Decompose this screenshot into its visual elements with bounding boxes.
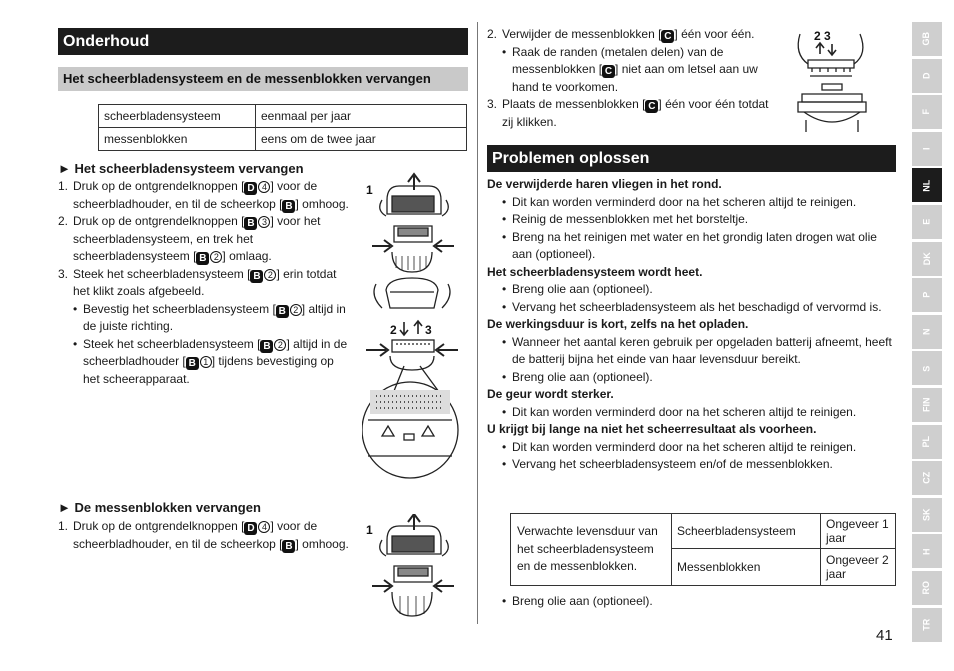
bullet-text: ] altijd in de juiste richting. (83, 301, 346, 333)
step-text: ] omlaag. (222, 249, 272, 263)
table-cell: Verwachte levensduur van het scheerbladensysteem en de messenblokken. (511, 514, 672, 586)
replacement-interval-table (98, 104, 467, 151)
blade-steps-continued (487, 26, 787, 131)
step-text: ] omhoog. (295, 196, 349, 211)
language-tab-cz[interactable] (912, 461, 942, 495)
circled-number: 2 (264, 269, 276, 281)
step-number: 1. (58, 179, 69, 193)
bullet: • (73, 301, 78, 316)
subsection-title-replace: Het scheerbladensysteem en de messenblokken vervangen (58, 67, 468, 91)
language-tab-s[interactable] (912, 351, 942, 385)
list-item (487, 229, 899, 264)
language-tab-label: H (921, 548, 932, 555)
language-tab-d[interactable] (912, 59, 942, 93)
step-text: Druk op de ontgrendelknoppen [ (73, 214, 245, 228)
bullet-text: Wanneer het aantal keren gebruik per opgeladen batterij afneemt, heeft de batterij bijna het einde van haar levensduur bereikt. (512, 334, 892, 366)
step-text: ] voor de scheerbladhouder, en til de scheerkop [ (73, 179, 318, 211)
list-item (58, 213, 350, 266)
problem-title: U krijgt bij lange na niet het scheerresultaat als voorheen. (487, 422, 817, 436)
figure-label: 3 (425, 323, 432, 337)
language-tab-fin[interactable] (912, 388, 942, 422)
label-badge: B (250, 270, 263, 283)
bullet: • (502, 44, 507, 59)
language-tab-label: I (921, 147, 932, 151)
list-item (487, 456, 899, 474)
bullet: • (502, 282, 507, 296)
step-text: ] voor de scheerbladhouder, en til de scheerkop [ (73, 519, 318, 551)
language-tab-f[interactable] (912, 95, 942, 129)
language-tab-e[interactable] (912, 205, 942, 239)
list-item (58, 178, 350, 213)
list-item (58, 518, 350, 553)
language-tab-pl[interactable] (912, 425, 942, 459)
label-badge: D (244, 522, 257, 535)
list-item (58, 301, 350, 336)
language-tab-label: E (921, 218, 932, 226)
table-row (99, 105, 467, 128)
bullet-text: Breng olie aan (optioneel). (512, 594, 653, 608)
blade-replacement-illustration (362, 514, 462, 622)
bullet-text: Reinig de messenblokken met het borsteltje. (512, 212, 749, 226)
label-badge: B (244, 217, 257, 230)
bullet-text: Breng na het reinigen met water en het grondig laten drogen wat olie aan (optioneel). (512, 229, 877, 261)
list-item (487, 211, 899, 229)
bullet-text: Vervang het scheerbladensysteem en/of de messenblokken. (512, 457, 833, 471)
bullet: • (502, 439, 507, 454)
bullet-text: ] niet aan om letsel aan uw hand te voorkomen. (512, 62, 758, 94)
bullet-text: Breng olie aan (optioneel). (512, 369, 653, 384)
list-item (58, 266, 350, 301)
replace-blades-steps (58, 518, 350, 553)
language-tab-label: GB (921, 32, 932, 46)
replace-foil-steps (58, 178, 350, 388)
step-number: 2. (58, 214, 69, 228)
language-tab-i[interactable] (912, 132, 942, 166)
bullet-text: Dit kan worden verminderd door na het scheren altijd te reinigen. (512, 404, 857, 419)
bullet-text: Dit kan worden verminderd door na het scheren altijd te reinigen. (512, 194, 857, 209)
step-text: Druk op de ontgrendelknoppen [ (73, 179, 245, 193)
label-badge: B (282, 540, 295, 553)
problem-title: De verwijderde haren vliegen in het rond. (487, 177, 722, 191)
problem-title: Het scheerbladensysteem wordt heet. (487, 264, 703, 279)
step-text: Steek het scheerbladensysteem [ (73, 266, 251, 281)
label-badge: D (244, 182, 257, 195)
list-item (487, 299, 899, 317)
step-text: ] omhoog. (295, 536, 349, 551)
language-tab-label: NL (921, 179, 932, 192)
language-tab-label: SK (921, 508, 932, 522)
list-item (487, 369, 899, 387)
bullet: • (502, 229, 507, 244)
list-item (487, 44, 787, 97)
language-tab-nl[interactable] (912, 168, 942, 202)
language-tab-sk[interactable] (912, 498, 942, 532)
language-tab-label: PL (921, 435, 932, 448)
language-tab-ro[interactable] (912, 571, 942, 605)
step-number: 2. (487, 27, 498, 41)
table-cell: Ongeveer 1 jaar (821, 514, 896, 549)
step-text: Verwijder de messenblokken [ (502, 27, 662, 41)
bullet: • (502, 404, 507, 419)
label-badge: C (661, 30, 674, 43)
language-tab-n[interactable] (912, 315, 942, 349)
table-cell: Scheerbladensysteem (672, 514, 821, 549)
bullet-text: ] tijdens bevestiging op het scheerapparaat. (83, 354, 334, 386)
problems-list (487, 176, 899, 474)
list-item (487, 404, 899, 422)
list-item (487, 26, 787, 44)
bullet: • (502, 369, 507, 384)
language-tab-p[interactable] (912, 278, 942, 312)
circled-number: 4 (258, 181, 270, 193)
bullet-text: Raak de randen (metalen delen) van de messenblokken [ (512, 44, 724, 76)
language-tab-label: N (921, 328, 932, 336)
table-cell: messenblokken (99, 128, 256, 151)
column-divider (477, 22, 478, 624)
blade-block-illustration (792, 24, 872, 132)
language-tabs (912, 22, 942, 644)
bullet-text: Bevestig het scheerbladensysteem [ (83, 301, 276, 316)
circled-number: 4 (258, 521, 270, 533)
list-item (487, 439, 899, 457)
bullet: • (502, 594, 507, 608)
table-cell: Ongeveer 2 jaar (821, 549, 896, 586)
language-tab-label: CZ (921, 472, 932, 485)
bullet-text: Vervang het scheerbladensysteem als het beschadigd of vervormd is. (512, 299, 882, 314)
page-number: 41 (876, 627, 893, 644)
language-tab-label: P (921, 292, 932, 299)
circled-number: 3 (258, 216, 270, 228)
language-tab-dk[interactable] (912, 242, 942, 276)
circled-number: 1 (200, 356, 212, 368)
bullet: • (502, 457, 507, 471)
figure-label: 2 (390, 323, 397, 337)
bullet: • (502, 299, 507, 314)
list-item (487, 96, 772, 131)
table-cell: eens om de twee jaar (256, 128, 467, 151)
language-tab-label: F (921, 109, 932, 115)
table-row (511, 514, 896, 549)
step-text: Druk op de ontgrendelknoppen [ (73, 519, 245, 533)
bullet-text: Breng olie aan (optioneel). (512, 282, 653, 296)
circled-number: 2 (290, 304, 302, 316)
bullet-text: ] altijd in de scheerbladhouder [ (83, 336, 348, 368)
step-text: ] één voor één totdat zij klikken. (502, 97, 769, 129)
foil-replacement-illustration (362, 172, 462, 482)
step-text: Plaats de messenblokken [ (502, 97, 646, 111)
circled-number: 2 (274, 339, 286, 351)
table-cell: eenmaal per jaar (256, 105, 467, 128)
problem-title: De geur wordt sterker. (487, 387, 614, 401)
language-tab-label: RO (921, 581, 932, 595)
language-tab-label: DK (921, 252, 932, 266)
language-tab-label: FIN (921, 397, 932, 413)
bullet: • (502, 194, 507, 209)
step-text: ] voor het scheerbladensysteem, en trek het scheerbladensysteem [ (73, 214, 321, 263)
bullet: • (73, 336, 78, 351)
section-title-maintenance: Onderhoud (58, 28, 468, 55)
label-badge: C (602, 65, 615, 78)
subheading-replace-blades: ► De messenblokken vervangen (58, 500, 261, 515)
label-badge: B (186, 357, 199, 370)
language-tab-label: S (921, 365, 932, 372)
figure-label: 1 (366, 183, 373, 197)
step-text: ] één voor één. (674, 27, 755, 41)
language-tab-tr[interactable] (912, 608, 942, 642)
list-item (58, 336, 350, 389)
step-text: ] erin totdat het klikt zoals afgebeeld. (73, 266, 337, 298)
bullet-text: Steek het scheerbladensysteem [ (83, 336, 261, 351)
language-tab-h[interactable] (912, 534, 942, 568)
subheading-replace-foil: ► Het scheerbladensysteem vervangen (58, 161, 304, 176)
figure-label: 2 3 (814, 29, 831, 43)
section-title-troubleshooting: Problemen oplossen (487, 145, 896, 172)
list-item (487, 334, 899, 369)
label-badge: B (196, 252, 209, 265)
bullet: • (502, 334, 507, 349)
label-badge: B (282, 200, 295, 213)
label-badge: C (645, 100, 658, 113)
label-badge: B (260, 340, 273, 353)
language-tab-label: D (921, 72, 932, 79)
figure-label: 1 (366, 523, 373, 537)
list-item (487, 281, 899, 299)
life-expectancy-table (510, 513, 896, 586)
step-number: 1. (58, 519, 69, 533)
circled-number: 2 (210, 251, 222, 263)
step-number: 3. (487, 97, 498, 111)
problem-title: De werkingsduur is kort, zelfs na het opladen. (487, 317, 749, 331)
bullet: • (502, 212, 507, 226)
label-badge: B (276, 305, 289, 318)
table-cell: scheerbladensysteem (99, 105, 256, 128)
table-row (99, 128, 467, 151)
step-number: 3. (58, 266, 69, 281)
language-tab-gb[interactable] (912, 22, 942, 56)
list-item (487, 194, 899, 212)
list-item (487, 593, 954, 611)
table-cell: Messenblokken (672, 549, 821, 586)
bullet-text: Dit kan worden verminderd door na het scheren altijd te reinigen. (512, 439, 857, 454)
language-tab-label: TR (921, 618, 932, 631)
